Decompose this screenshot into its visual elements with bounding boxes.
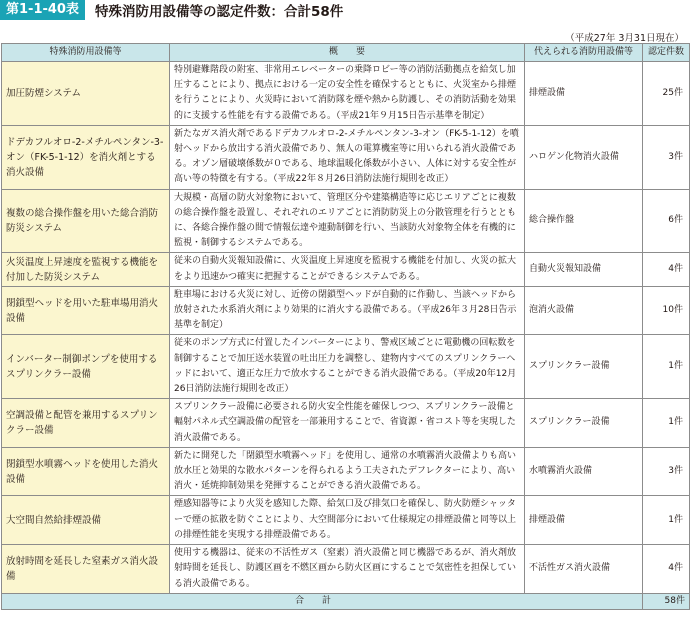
total-label: 合計 [2,593,643,609]
equipment-cell: 火災温度上昇速度を監視する機能を付加した防災システム [2,253,170,286]
equipment-cell: 閉鎖型水噴霧ヘッドを使用した消火設備 [2,447,170,496]
summary-cell: 駐車場における火災に対し、近傍の閉鎖型ヘッドが自動的に作動し、当該ヘッドから放射された水系消火剤により効果的に消火する設備である。（平成26年３月28日告示基準を制定） [170,286,525,335]
count-cell: 6件 [643,189,690,253]
alternative-cell: スプリンクラー設備 [525,335,643,399]
equipment-cell: 空調設備と配管を兼用するスプリンクラー設備 [2,399,170,448]
count-cell: 1件 [643,496,690,545]
count-cell: 3件 [643,447,690,496]
equipment-cell: インバーター制御ポンプを使用するスプリンクラー設備 [2,335,170,399]
page-title: 特殊消防用設備等の認定件数：合計58件 [94,4,344,20]
column-header-count: 認定件数 [643,44,690,62]
table-row [2,253,690,286]
count-cell: 1件 [643,399,690,448]
count-cell: 4件 [643,253,690,286]
summary-cell: 煙感知器等により火災を感知した際、給気口及び排気口を確保し、防火防煙シャッターで煙の拡散を防ぐことにより、大空間部分において仕様規定の排煙設備と同等以上の排煙性能を実現する排煙設備である。 [170,496,525,545]
table-row [2,189,690,253]
title-bar [0,0,690,20]
table-row [2,496,690,545]
table-number-badge: 第1-1-40表 [0,0,85,20]
alternative-cell: 排煙設備 [525,496,643,545]
table-row [2,447,690,496]
equipment-cell: ドデカフルオロ-2-メチルペンタン-3-オン（FK-5-1-12）を消火剤とする消火設備 [2,125,170,189]
table-row [2,125,690,189]
count-cell: 4件 [643,545,690,594]
alternative-cell: 不活性ガス消火設備 [525,545,643,594]
column-header-summary: 概 要 [170,44,525,62]
summary-cell: 従来の自動火災報知設備に、火災温度上昇速度を監視する機能を付加し、火災の拡大をより迅速かつ確実に把握することができるシステムである。 [170,253,525,286]
certification-table [1,43,690,610]
summary-cell: 新たなガス消火剤であるドデカフルオロ-2-メチルペンタン-3-オン（FK-5-1-12）を噴射ヘッドから放出する消火設備であり、無人の電算機室等に用いられる消火設備である。オゾン層破壊係数が０である、地球温暖化係数が小さい、人体に対する安全性が高い等の特徴を有する。（平成22年８月26日消防法施行規則を改正） [170,125,525,189]
table-row [2,286,690,335]
count-cell: 25件 [643,62,690,126]
table-row [2,545,690,594]
summary-cell: 使用する機器は、従来の不活性ガス（窒素）消火設備と同じ機器であるが、消火剤放射時間を延長し、防護区画を不燃区画から防火区画にすることで気密性を担保している消火設備である。 [170,545,525,594]
equipment-cell: 複数の総合操作盤を用いた総合消防防災システム [2,189,170,253]
equipment-cell: 放射時間を延長した窒素ガス消火設備 [2,545,170,594]
summary-cell: 大規模・高層の防火対象物において、管理区分や建築構造等に応じエリアごとに複数の総合操作盤を設置し、それぞれのエリアごとに消防防災上の分散管理を行うとともに、各総合操作盤の間で情報伝達や連動制御を行い、当該防火対象物全体を有機的に監視・制御するシステムである。 [170,189,525,253]
count-cell: 3件 [643,125,690,189]
alternative-cell: 泡消火設備 [525,286,643,335]
as-of-date: （平成27年 3月31日現在） [565,33,684,44]
total-row [2,593,690,609]
alternative-cell: スプリンクラー設備 [525,399,643,448]
total-count: 58件 [643,593,690,609]
alternative-cell: 排煙設備 [525,62,643,126]
equipment-cell: 加圧防煙システム [2,62,170,126]
summary-cell: スプリンクラー設備に必要される防火安全性能を確保しつつ、スプリンクラー設備と輻射パネル式空調設備の配管を一部兼用することで、省資源・省コスト等を実現した消火設備である。 [170,399,525,448]
header-row [2,44,690,62]
alternative-cell: ハロゲン化物消火設備 [525,125,643,189]
summary-cell: 特別避難階段の附室、非常用エレベーターの乗降ロビー等の消防活動拠点を給気し加圧することにより、拠点における一定の安全性を確保するとともに、火災室から排煙を行うことにより、火災時において消防隊を煙や熱から防護し、その消防活動を効果的に支援する性能を有する設備である。（平成21年９月15日告示基準を制定） [170,62,525,126]
equipment-cell: 閉鎖型ヘッドを用いた駐車場用消火設備 [2,286,170,335]
count-cell: 10件 [643,286,690,335]
summary-cell: 新たに開発した「閉鎖型水噴霧ヘッド」を使用し、通常の水噴霧消火設備よりも高い放水圧と効果的な散水パターンを得られるよう工夫されたデフレクターにより、高い消火・延焼抑制効果を発揮することができる消火設備である。 [170,447,525,496]
summary-cell: 従来のポンプ方式に付置したインバーターにより、警戒区域ごとに電動機の回転数を制御することで加圧送水装置の吐出圧力を調整し、建物内すべてのスプリンクラーヘッドにおいて、適正な圧力で放水することができる消火設備である。（平成20年12月26日消防法施行規則を改正） [170,335,525,399]
table-row [2,62,690,126]
table-row [2,335,690,399]
column-header-alternative: 代えられる消防用設備等 [525,44,643,62]
alternative-cell: 自動火災報知設備 [525,253,643,286]
table-row [2,399,690,448]
alternative-cell: 水噴霧消火設備 [525,447,643,496]
equipment-cell: 大空間自然給排煙設備 [2,496,170,545]
count-cell: 1件 [643,335,690,399]
alternative-cell: 総合操作盤 [525,189,643,253]
column-header-equipment: 特殊消防用設備等 [2,44,170,62]
